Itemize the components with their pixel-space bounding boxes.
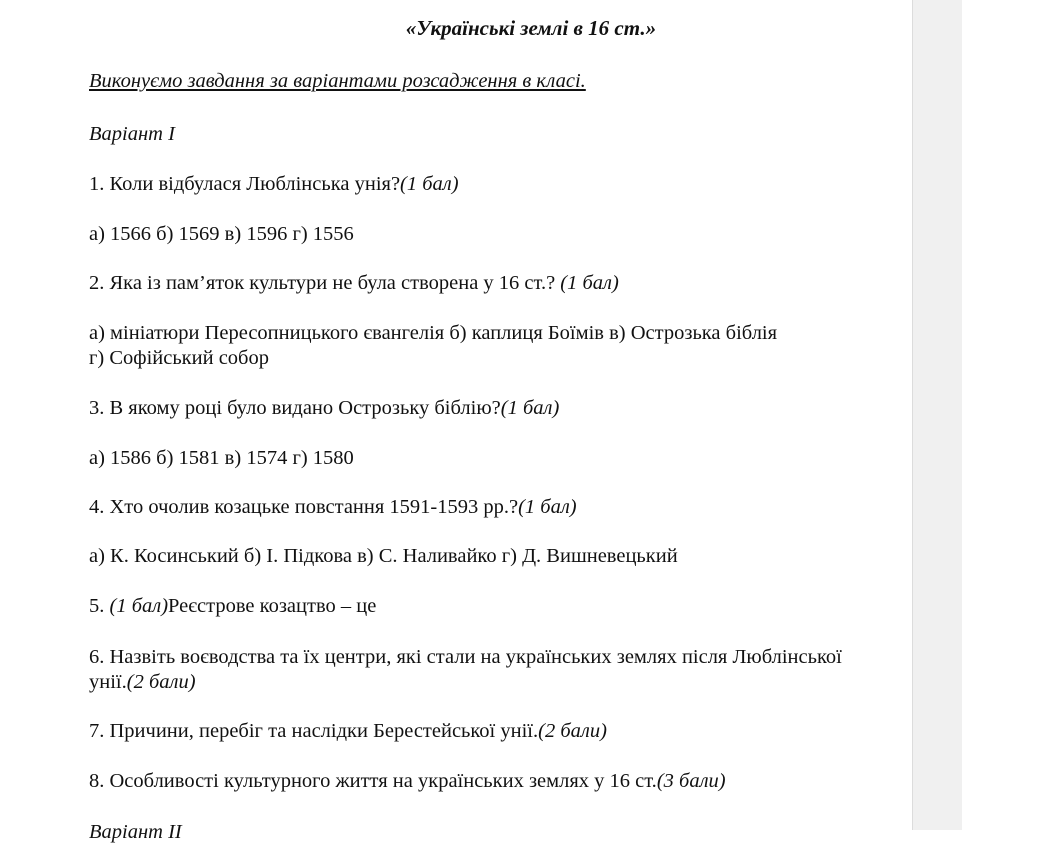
question-6-points: (2 бали) [126, 671, 196, 693]
question-2 [89, 271, 619, 295]
question-1-points: (1 бал) [400, 173, 459, 195]
instruction-text: Виконуємо завдання за варіантами розсадження в класі. [89, 70, 586, 92]
question-5-points: (1 бал) [109, 595, 169, 617]
question-2-options-line-2: г) Софійський собор [89, 347, 269, 369]
question-6-line-2 [89, 670, 196, 694]
question-1 [89, 172, 459, 196]
question-8-points: (3 бали) [656, 770, 726, 792]
question-7-text: 7. Причини, перебіг та наслідки Берестейської унії. [89, 720, 539, 742]
question-3 [89, 396, 559, 420]
question-1-text: 1. Коли відбулася Люблінська унія? [89, 173, 401, 195]
question-4-options: а) К. Косинський б) І. Підкова в) С. Наливайко г) Д. Вишневецький [89, 545, 678, 567]
question-3-options: а) 1586 б) 1581 в) 1574 г) 1580 [89, 447, 354, 469]
document-title: «Українські землі в 16 ст.» [405, 16, 657, 40]
question-8-text: 8. Особливості культурного життя на українських землях у 16 ст. [89, 770, 657, 792]
question-5-prefix: 5. [89, 595, 110, 617]
variant-heading: Варіант І [89, 123, 175, 145]
question-2-options-line-1: а) мініатюри Пересопницького євангелія б) каплиця Боїмів в) Острозька біблія [89, 322, 778, 344]
question-6-text-end: унії. [89, 671, 127, 693]
question-4-text: 4. Хто очолив козацьке повстання 1591-1593 рр.? [89, 496, 519, 518]
question-8 [89, 769, 726, 793]
next-variant-heading: Варіант ІІ [89, 821, 182, 843]
question-7-points: (2 бали) [538, 720, 607, 742]
question-3-text: 3. В якому році було видано Острозьку біблію? [89, 397, 501, 419]
question-6-line-1: 6. Назвіть воєводства та їх центри, які стали на українських землях після Люблінської [89, 646, 842, 668]
question-7 [89, 719, 607, 743]
question-1-options: а) 1566 б) 1569 в) 1596 г) 1556 [89, 223, 354, 245]
question-5-text: Реєстрове козацтво – це [168, 595, 377, 617]
question-2-points: (1 бал) [560, 272, 619, 294]
question-4-points: (1 бал) [518, 496, 577, 518]
question-4 [89, 495, 577, 519]
question-2-text: 2. Яка із пам’яток культури не була створена у 16 ст.? [89, 272, 561, 294]
viewer-side-panel [912, 0, 962, 830]
question-3-points: (1 бал) [500, 397, 560, 419]
question-5 [89, 594, 376, 618]
